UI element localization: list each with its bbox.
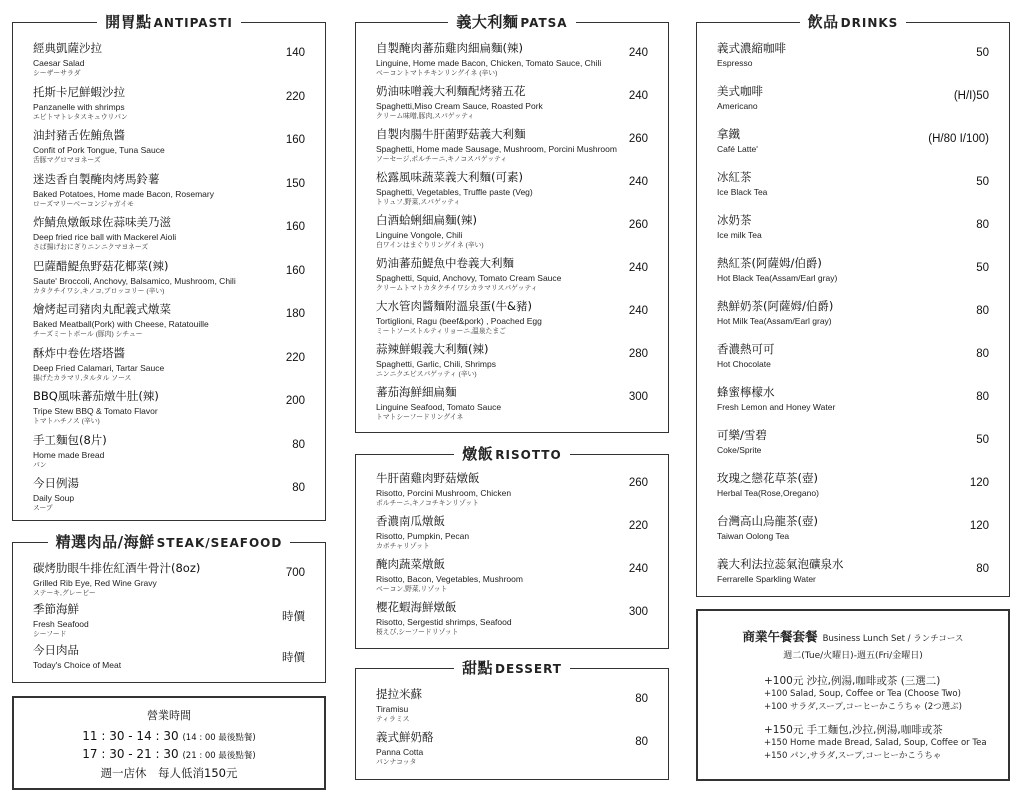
item-name-cn: 迷迭香自製醃肉烤馬鈴薯 <box>33 171 160 186</box>
item-name-cn: 奶油蕃茄鯷魚中卷義大利麵 <box>376 256 514 270</box>
item-price: 80 <box>292 482 305 494</box>
item-name-jp: ベーコントマトチキンリングイネ (辛い) <box>376 70 498 77</box>
item-price: (H/80 I/100) <box>928 133 989 145</box>
drinks-section <box>696 13 1010 597</box>
item-name-en: Tiramisu <box>376 704 409 714</box>
item-name-cn: 松露風味蔬菜義大利麵(可素) <box>376 170 523 184</box>
dessert-title <box>356 657 668 679</box>
steak-list <box>33 561 305 684</box>
item-name-jp: ニンニクエビスパゲッティ (辛い) <box>376 371 477 378</box>
menu-item <box>376 256 648 299</box>
lunch-title-cn: 商業午餐套餐 <box>742 629 818 644</box>
item-price: 260 <box>628 133 648 145</box>
antipasti-title <box>13 11 325 33</box>
item-name-jp: ポルチーニ,キノコチキンリゾット <box>376 500 479 507</box>
item-name-en: Hot Black Tea(Assam/Earl gray) <box>717 273 838 283</box>
lunch-title <box>698 626 1008 645</box>
item-name-cn: 自製醃肉蕃茄雞肉細扁麵(辣) <box>376 41 523 55</box>
item-name-cn: 蜂蜜檸檬水 <box>717 385 775 399</box>
lunch-option1-jp: +100 サラダ,スープ,コーヒーかこうちゃ (2つ選ぶ) <box>764 702 962 712</box>
item-name-jp: カタクチイワシ,キノコ,ブロッコリー (辛い) <box>33 287 165 295</box>
menu-item <box>717 471 989 514</box>
hours-lunch-note: (14 : 00 最後點餐) <box>182 733 256 743</box>
item-name-jp: ソーセージ,ポルチーニ,キノコスパゲッティ <box>376 156 508 163</box>
item-name-cn: 玫瑰之戀花草茶(壺) <box>717 471 818 485</box>
item-name-en: Ice milk Tea <box>717 230 762 240</box>
item-name-jp: ローズマリーベーコンジャガイモ <box>33 200 134 208</box>
item-name-cn: 冰紅茶 <box>717 170 752 184</box>
item-name-cn: 蒜辣鮮蝦義大利麵(辣) <box>376 342 489 356</box>
item-price: 160 <box>285 221 305 233</box>
menu-item <box>33 476 305 520</box>
menu-item <box>376 600 648 643</box>
item-name-cn: 手工麵包(8片) <box>33 432 107 447</box>
item-price: (H/I)50 <box>953 90 989 102</box>
item-name-cn: 大水管肉醬麵附溫泉蛋(牛&豬) <box>376 299 532 313</box>
risotto-list <box>376 471 648 643</box>
lunch-option1-cn: +100元 沙拉,例湯,咖啡或茶 (三選二) <box>764 675 941 687</box>
item-price: 80 <box>635 736 648 748</box>
item-name-en: Hot Chocolate <box>717 359 771 369</box>
item-name-cn: 蕃茄海鮮細扁麵 <box>376 385 457 399</box>
item-name-jp: トリュフ,野菜,スパゲッティ <box>376 199 461 206</box>
item-price: 80 <box>976 219 989 231</box>
menu-item <box>33 41 305 85</box>
menu-item <box>717 213 989 256</box>
item-name-en: Caesar Salad <box>33 58 85 68</box>
menu-item <box>717 127 989 170</box>
item-name-cn: 今日例湯 <box>33 476 79 490</box>
antipasti-title-en: ANTIPASTI <box>153 16 233 30</box>
item-price: 240 <box>628 176 648 188</box>
menu-item <box>33 259 305 303</box>
item-name-cn: 今日肉品 <box>33 643 79 657</box>
item-name-jp: 桜えび,シーフードリゾット <box>376 629 459 636</box>
item-name-jp: 白ワインはまぐりリングイネ (辛い) <box>376 242 484 249</box>
item-price: 220 <box>285 90 305 103</box>
menu-item <box>376 170 648 213</box>
menu-item <box>33 346 305 390</box>
item-name-jp: パン <box>33 461 47 469</box>
item-name-en: Ferrarelle Sparkling Water <box>717 574 816 584</box>
item-name-en: Risotto, Porcini Mushroom, Chicken <box>376 488 512 498</box>
item-name-en: Hot Milk Tea(Assam/Earl gray) <box>717 316 832 326</box>
item-name-en: Risotto, Bacon, Vegetables, Mushroom <box>376 574 523 584</box>
item-price: 80 <box>976 563 989 575</box>
item-name-cn: 碳烤肋眼牛排佐紅酒牛骨汁(8oz) <box>33 561 201 575</box>
drinks-list <box>717 41 989 600</box>
hours-title: 營業時間 <box>147 709 191 722</box>
item-name-en: Tripe Stew BBQ & Tomato Flavor <box>33 406 158 416</box>
drinks-title <box>697 11 1009 33</box>
menu-item <box>717 557 989 600</box>
item-name-cn: 熱紅茶(阿薩姆/伯爵) <box>717 256 822 270</box>
item-name-cn: 奶油味噌義大利麵配烤豬五花 <box>376 84 526 98</box>
item-name-jp: 舌豚マグロマヨネーズ <box>33 157 101 164</box>
pasta-title-en: PATSA <box>520 16 568 30</box>
item-name-en: Coke/Sprite <box>717 445 762 455</box>
item-name-cn: 美式咖啡 <box>717 84 763 98</box>
menu-item <box>717 385 989 428</box>
lunch-option2-jp: +150 パン,サラダ,スープ,コーヒーかこうちゃ <box>764 751 942 761</box>
dessert-title-en: DESSERT <box>495 662 562 676</box>
item-name-jp: クリーム味噌,豚肉,スパゲッティ <box>376 113 475 120</box>
item-name-cn: 香濃南瓜燉飯 <box>376 514 445 528</box>
item-price: 50 <box>976 47 989 59</box>
item-name-cn: 可樂/雪碧 <box>717 428 767 442</box>
menu-item <box>717 256 989 299</box>
steak-title-en: STEAK/SEAFOOD <box>156 536 283 550</box>
item-name-en: Fresh Lemon and Honey Water <box>717 402 836 412</box>
lunch-days: 週二(Tue/火曜日)-週五(Fri/金曜日) <box>783 651 923 661</box>
drinks-title-cn: 飲品 <box>807 13 839 31</box>
item-name-jp: トマトハチノス (辛い) <box>33 418 100 425</box>
item-price: 200 <box>285 395 305 407</box>
item-name-jp: カボチャリゾット <box>376 543 430 550</box>
item-name-cn: 自製肉腸牛肝菌野菇義大利麵 <box>376 127 526 141</box>
item-name-cn: 義式濃縮咖啡 <box>717 41 786 55</box>
item-name-cn: 托斯卡尼鮮蝦沙拉 <box>33 84 125 99</box>
item-name-en: Tortiglioni, Ragu (beef&pork) , Poached Egg <box>376 316 542 326</box>
item-name-jp: ステーキ,グレービー <box>33 590 96 597</box>
menu-item <box>717 514 989 557</box>
menu-item <box>376 127 648 170</box>
menu-item <box>376 342 648 385</box>
item-name-cn: 炸鯖魚燉飯球佐蒜味美乃滋 <box>33 215 171 229</box>
item-price: 160 <box>285 264 305 277</box>
item-name-en: Spaghetti,Miso Cream Sauce, Roasted Pork <box>376 101 543 111</box>
item-name-cn: BBQ風味蕃茄燉牛肚(辣) <box>33 389 159 403</box>
item-price: 700 <box>285 567 305 579</box>
item-price: 時價 <box>282 611 305 623</box>
menu-item <box>376 687 648 730</box>
item-name-en: Americano <box>717 101 758 111</box>
menu-item <box>376 557 648 600</box>
lunch-title-en: Business Lunch Set / ランチコース <box>822 634 964 644</box>
menu-item <box>33 561 305 602</box>
item-price: 50 <box>976 176 989 188</box>
pasta-list <box>376 41 648 428</box>
item-name-en: Deep fried rice ball with Mackerel Aioli <box>33 232 177 242</box>
item-name-en: Linguine Vongole, Chili <box>376 230 463 240</box>
item-name-cn: 義式鮮奶酪 <box>376 730 434 744</box>
item-price: 80 <box>976 305 989 317</box>
lunch-section <box>696 609 1010 781</box>
hours-section <box>12 696 326 790</box>
pasta-title-cn: 義大利麵 <box>456 13 519 31</box>
antipasti-title-cn: 開胃點 <box>105 13 152 31</box>
menu-item <box>717 342 989 385</box>
item-price: 時價 <box>282 652 305 664</box>
item-name-en: Today's Choice of Meat <box>33 660 122 670</box>
menu-item <box>376 213 648 256</box>
item-price: 150 <box>285 177 305 190</box>
item-name-jp: ミートソーストルティリョーニ,温泉たまご <box>376 328 506 335</box>
menu-item <box>33 85 305 129</box>
item-name-en: Confit of Pork Tongue, Tuna Sauce <box>33 145 165 155</box>
item-price: 260 <box>628 477 648 489</box>
menu-item <box>717 299 989 342</box>
hours-lunch-time: 11 : 30 - 14 : 30 <box>82 729 179 743</box>
item-price: 140 <box>285 47 305 59</box>
steak-title-cn: 精選肉品/海鮮 <box>55 533 155 551</box>
item-name-cn: 白酒蛤蜊細扁麵(辣) <box>376 213 477 227</box>
drinks-title-en: DRINKS <box>840 16 899 30</box>
item-price: 300 <box>628 391 648 403</box>
item-price: 220 <box>628 520 648 532</box>
item-price: 260 <box>628 219 648 231</box>
item-name-cn: 牛肝菌雞肉野菇燉飯 <box>376 471 480 485</box>
risotto-title-cn: 燉飯 <box>462 445 494 463</box>
item-name-jp: ティラミス <box>376 716 410 723</box>
item-name-en: Daily Soup <box>33 493 75 503</box>
item-name-cn: 酥炸中卷佐塔塔醬 <box>33 345 125 360</box>
item-name-jp: チーズミートボール (豚肉) シチュー <box>33 331 143 338</box>
item-name-en: Spaghetti, Squid, Anchovy, Tomato Cream Sauce <box>376 273 562 283</box>
menu-item <box>33 433 305 477</box>
item-price: 240 <box>628 262 648 274</box>
risotto-title-en: RISOTTO <box>495 448 562 462</box>
item-name-en: Baked Meatball(Pork) with Cheese, Ratatouille <box>33 319 209 329</box>
item-price: 80 <box>976 391 989 403</box>
menu-item <box>376 730 648 773</box>
item-name-jp: さば揚げおにぎりニンニクマヨネーズ <box>33 244 149 251</box>
pasta-section <box>355 13 669 433</box>
item-name-jp: ベーコン,野菜,リゾット <box>376 586 448 593</box>
hours-closed-note: 週一店休 每人低消150元 <box>100 766 238 780</box>
item-name-en: Espresso <box>717 58 753 68</box>
item-name-en: Grilled Rib Eye, Red Wine Gravy <box>33 578 157 588</box>
item-name-en: Home made Bread <box>33 449 105 460</box>
dessert-title-cn: 甜點 <box>461 659 493 677</box>
item-name-cn: 香濃熱可可 <box>717 342 775 356</box>
menu-item <box>376 299 648 342</box>
item-name-en: Linguine Seafood, Tomato Sauce <box>376 402 502 412</box>
hours-dinner-note: (21 : 00 最後點餐) <box>182 751 256 761</box>
item-price: 80 <box>976 348 989 360</box>
steak-title <box>13 531 325 553</box>
item-name-cn: 櫻花蝦海鮮燉飯 <box>376 600 457 614</box>
item-name-cn: 拿鐵 <box>717 127 740 141</box>
lunch-option1-en: +100 Salad, Soup, Coffee or Tea (Choose Two) <box>764 689 961 699</box>
item-name-jp: エビトマトレタスキュウリパン <box>33 113 128 121</box>
item-name-jp: スープ <box>33 505 53 512</box>
risotto-title <box>356 443 668 465</box>
hours-dinner-time: 17 : 30 - 21 : 30 <box>82 747 179 761</box>
item-name-en: Spaghetti, Home made Sausage, Mushroom, Porcini Mushroom <box>376 144 617 154</box>
item-name-cn: 巴薩醋鯷魚野菇花椰菜(辣) <box>33 258 169 273</box>
item-price: 180 <box>285 308 305 320</box>
item-name-jp: シーザーサラダ <box>33 70 81 77</box>
item-name-cn: 油封豬舌佐鮪魚醬 <box>33 128 125 142</box>
item-name-jp: クリームトマトカタクチイワシカラマリスパゲッティ <box>376 285 538 292</box>
item-price: 80 <box>635 693 648 705</box>
menu-item <box>376 514 648 557</box>
steak-section <box>12 533 326 683</box>
lunch-option2-cn: +150元 手工麵包,沙拉,例湯,咖啡或茶 <box>764 724 943 736</box>
item-name-en: Taiwan Oolong Tea <box>717 531 790 541</box>
item-price: 50 <box>976 262 989 274</box>
antipasti-list <box>33 41 305 520</box>
menu-item <box>376 471 648 514</box>
item-name-en: Herbal Tea(Rose,Oregano) <box>717 488 819 498</box>
menu-item <box>33 215 305 259</box>
item-name-jp: パンナコッタ <box>376 759 417 766</box>
item-name-cn: 冰奶茶 <box>717 213 752 227</box>
item-price: 80 <box>292 438 305 451</box>
item-price: 240 <box>628 47 648 59</box>
item-name-cn: 義大利法拉蕊氣泡礦泉水 <box>717 557 844 571</box>
item-name-en: Spaghetti, Vegetables, Truffle paste (Veg) <box>376 187 533 197</box>
item-name-jp: 揚げたカラマリ,タルタル ソース <box>33 374 132 382</box>
menu-item <box>33 643 305 684</box>
item-price: 280 <box>628 348 648 360</box>
item-price: 120 <box>969 477 989 489</box>
item-price: 220 <box>285 351 305 364</box>
menu-item <box>376 84 648 127</box>
menu-item <box>33 602 305 643</box>
item-name-jp: トマトシーフードリングイネ <box>376 414 464 421</box>
menu-item <box>717 41 989 84</box>
item-name-en: Fresh Seafood <box>33 619 89 629</box>
item-name-en: Risotto, Pumpkin, Pecan <box>376 531 470 541</box>
item-price: 240 <box>628 90 648 102</box>
item-name-en: Saute' Broccoli, Anchovy, Balsamico, Mushroom, Chili <box>33 275 236 286</box>
item-name-en: Risotto, Sergestid shrimps, Seafood <box>376 617 512 627</box>
item-name-cn: 燴烤起司豬肉丸配義式燉菜 <box>33 302 171 316</box>
item-name-jp: シーフード <box>33 631 67 638</box>
item-name-cn: 經典凱薩沙拉 <box>33 41 102 55</box>
dessert-list <box>376 687 648 773</box>
pasta-title <box>356 11 668 33</box>
item-price: 160 <box>285 134 305 146</box>
risotto-section <box>355 445 669 649</box>
menu-item <box>717 84 989 127</box>
item-name-en: Spaghetti, Garlic, Chili, Shrimps <box>376 359 496 369</box>
item-name-en: Deep Fried Calamari, Tartar Sauce <box>33 362 165 373</box>
item-name-cn: 台灣高山烏龍茶(壺) <box>717 514 818 528</box>
item-name-cn: 季節海鮮 <box>33 602 79 616</box>
menu-item <box>717 428 989 471</box>
item-name-en: Linguine, Home made Bacon, Chicken, Tomato Sauce, Chili <box>376 58 602 68</box>
item-name-en: Café Latte' <box>717 144 758 154</box>
item-name-cn: 提拉米蘇 <box>376 687 422 701</box>
item-name-en: Baked Potatoes, Home made Bacon, Rosemary <box>33 188 214 199</box>
item-name-en: Panzanelle with shrimps <box>33 101 125 112</box>
item-price: 50 <box>976 434 989 446</box>
menu-item <box>33 302 305 346</box>
item-name-cn: 熱鮮奶茶(阿薩姆/伯爵) <box>717 299 834 313</box>
menu-item <box>33 128 305 172</box>
hours-lunch <box>14 729 324 743</box>
menu-item <box>33 172 305 216</box>
item-price: 240 <box>628 305 648 317</box>
item-name-en: Panna Cotta <box>376 747 424 757</box>
item-name-cn: 醃肉蔬菜燉飯 <box>376 557 445 571</box>
menu-item <box>376 41 648 84</box>
item-price: 120 <box>969 520 989 532</box>
dessert-section <box>355 659 669 780</box>
lunch-option2-en: +150 Home made Bread, Salad, Soup, Coffee or Tea <box>764 738 987 748</box>
menu-item <box>717 170 989 213</box>
item-price: 240 <box>628 563 648 575</box>
hours-dinner <box>14 747 324 761</box>
item-price: 300 <box>628 606 648 618</box>
menu-item <box>33 389 305 433</box>
item-name-en: Ice Black Tea <box>717 187 768 197</box>
menu-item <box>376 385 648 428</box>
antipasti-section <box>12 13 326 521</box>
